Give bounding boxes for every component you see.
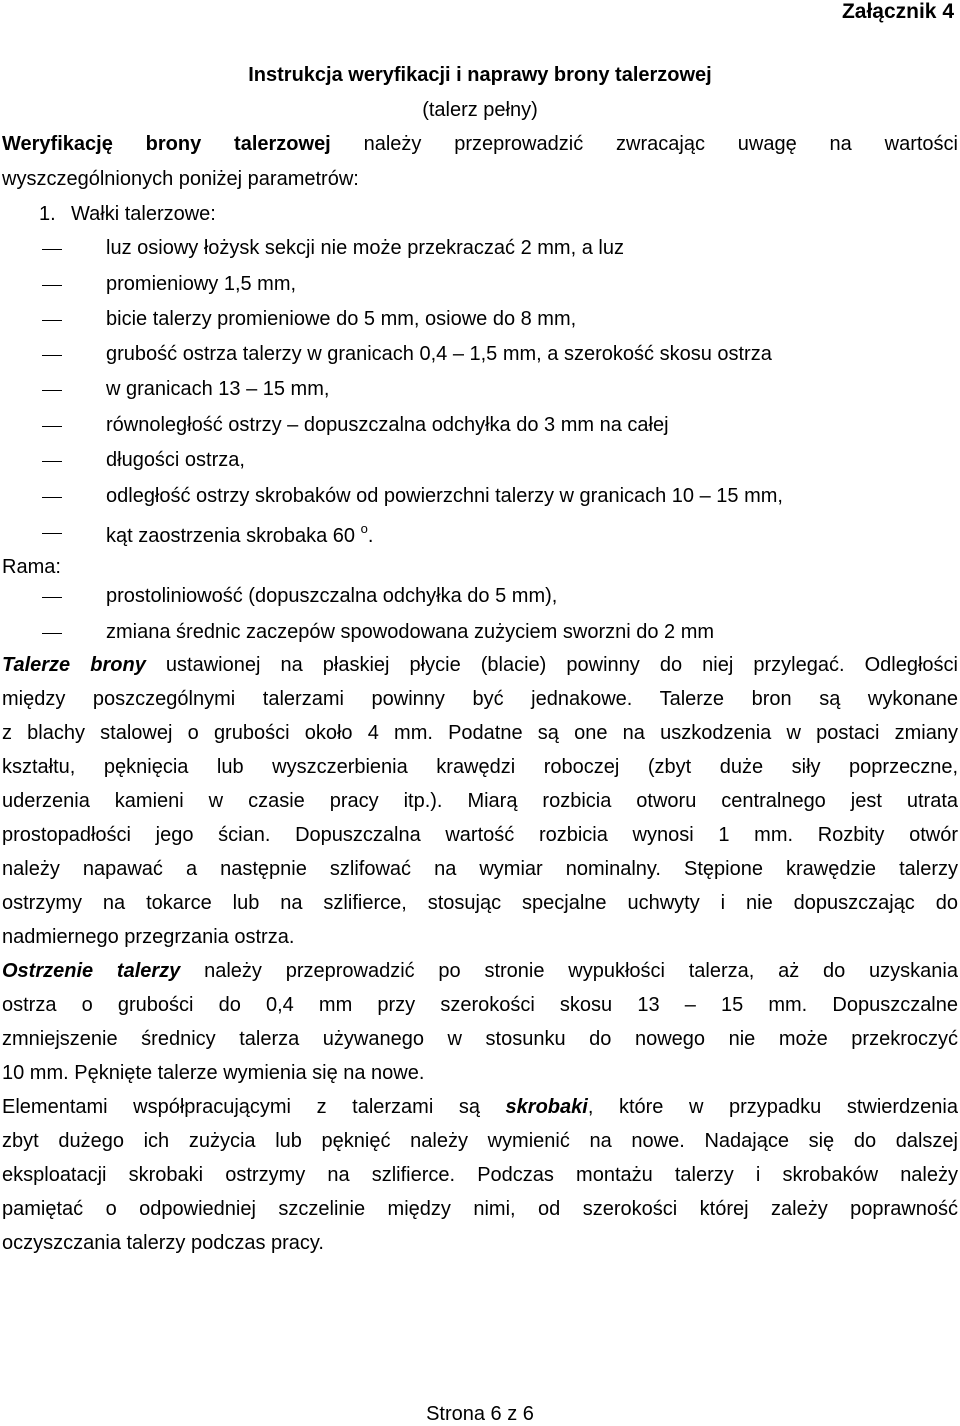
para1-line-text: ustawionej na płaskiej płycie (blacie) powinny do niej przylegać. Odległości bbox=[165, 654, 958, 676]
para3-bold: skrobaki bbox=[505, 1096, 588, 1118]
list-item: w granicach 13 – 15 mm, bbox=[106, 378, 330, 400]
angle-period: . bbox=[367, 525, 374, 547]
paragraph-1-line: prostopadłości jego ścian. Dopuszczalna wartość rozbicia wynosi 1 mm. Rozbity otwór bbox=[2, 824, 958, 846]
attachment-label: Załącznik 4 bbox=[841, 0, 954, 23]
list-item: promieniowy 1,5 mm, bbox=[106, 273, 297, 295]
paragraph-3-line bbox=[2, 1096, 958, 1119]
paragraph-1-line: z blachy stalowej o grubości około 4 mm. Podatne są one na uszkodzenia w postaci zmiany bbox=[2, 722, 958, 744]
paragraph-2-line: zmniejszenie średnicy talerza używanego w stosunku do nowego nie może przekroczyć bbox=[2, 1028, 958, 1050]
document-subtitle: (talerz pełny) bbox=[422, 99, 538, 121]
list-item: równoległość ostrzy – dopuszczalna odchyłka do 3 mm na całej bbox=[106, 414, 669, 436]
list-dash bbox=[42, 461, 62, 462]
paragraph-2-line: ostrza o grubości do 0,4 mm przy szerokości skosu 13 – 15 mm. Dopuszczalne bbox=[2, 994, 958, 1016]
degree-sign: o bbox=[360, 521, 368, 536]
paragraph-3-line: oczyszczania talerzy podczas pracy. bbox=[2, 1232, 324, 1254]
list-dash bbox=[42, 355, 62, 356]
list-item: grubość ostrza talerzy w granicach 0,4 – 1,5 mm, a szerokość skosu ostrza bbox=[106, 343, 772, 365]
paragraph-1-line: uderzenia kamieni w czasie pracy itp.). Miarą rozbicia otworu centralnego jest utrata bbox=[2, 790, 958, 812]
list-dash bbox=[42, 320, 62, 321]
paragraph-3-line: eksploatacji skrobaki ostrzymy na szlifierce. Podczas montażu talerzy i skrobaków należy bbox=[2, 1164, 958, 1186]
para2-line-text: należy przeprowadzić po stronie wypukłości talerza, aż do uzyskania bbox=[204, 960, 958, 982]
paragraph-2-line bbox=[2, 960, 958, 983]
section-title: Wałki talerzowe: bbox=[71, 203, 216, 225]
list-dash bbox=[42, 533, 62, 534]
list-dash bbox=[42, 633, 62, 634]
paragraph-1-line: między poszczególnymi talerzami powinny być jednakowe. Talerze bron są wykonane bbox=[2, 688, 958, 710]
list-item-angle bbox=[106, 521, 373, 548]
section-number: 1. bbox=[39, 203, 56, 225]
rama-label: Rama: bbox=[2, 556, 61, 578]
list-item: luz osiowy łożysk sekcji nie może przekraczać 2 mm, a luz bbox=[106, 237, 624, 259]
list-dash bbox=[42, 249, 62, 250]
list-dash bbox=[42, 497, 62, 498]
intro-bold: Weryfikację brony talerzowej bbox=[2, 133, 331, 155]
para2-lead: Ostrzenie talerzy bbox=[2, 960, 181, 982]
list-item: bicie talerzy promieniowe do 5 mm, osiowe do 8 mm, bbox=[106, 308, 577, 330]
list-item: odległość ostrzy skrobaków od powierzchni talerzy w granicach 10 – 15 mm, bbox=[106, 485, 783, 507]
para3-end: , które w przypadku stwierdzenia bbox=[587, 1096, 958, 1118]
list-dash bbox=[42, 390, 62, 391]
intro-line-2: wyszczególnionych poniżej parametrów: bbox=[2, 168, 359, 190]
paragraph-1-line: kształtu, pęknięcia lub wyszczerbienia krawędzi roboczej (zbyt duże siły poprzeczne, bbox=[2, 756, 958, 778]
list-item: długości ostrza, bbox=[106, 449, 245, 471]
list-item: prostoliniowość (dopuszczalna odchyłka do 5 mm), bbox=[106, 585, 558, 607]
angle-text: kąt zaostrzenia skrobaka 60 bbox=[106, 525, 356, 547]
paragraph-1-line: należy napawać a następnie szlifować na wymiar nominalny. Stępione krawędzie talerzy bbox=[2, 858, 958, 880]
intro-line-1 bbox=[2, 133, 958, 156]
para1-lead: Talerze brony bbox=[2, 654, 146, 676]
list-dash bbox=[42, 597, 62, 598]
paragraph-1-line bbox=[2, 654, 958, 677]
list-item: zmiana średnic zaczepów spowodowana zużyciem sworzni do 2 mm bbox=[106, 621, 715, 643]
list-dash bbox=[42, 426, 62, 427]
document-title: Instrukcja weryfikacji i naprawy brony talerzowej bbox=[248, 64, 712, 86]
paragraph-1-line: ostrzymy na tokarce lub na szlifierce, stosując specjalne uchwyty i nie dopuszczając do bbox=[2, 892, 958, 914]
paragraph-3-line: zbyt dużego ich zużycia lub pęknięć należy wymienić na nowe. Nadające się do dalszej bbox=[2, 1130, 958, 1152]
page-number: Strona 6 z 6 bbox=[426, 1403, 534, 1425]
intro-line-1-rest: należy przeprowadzić zwracając uwagę na wartości bbox=[363, 133, 958, 155]
list-dash bbox=[42, 285, 62, 286]
paragraph-1-line: nadmiernego przegrzania ostrza. bbox=[2, 926, 295, 948]
paragraph-3-line: pamiętać o odpowiedniej szczelinie między nimi, od szerokości której zależy poprawność bbox=[2, 1198, 958, 1220]
paragraph-2-line: 10 mm. Pęknięte talerze wymienia się na nowe. bbox=[2, 1062, 425, 1084]
para3-start: Elementami współpracującymi z talerzami są bbox=[2, 1096, 480, 1118]
